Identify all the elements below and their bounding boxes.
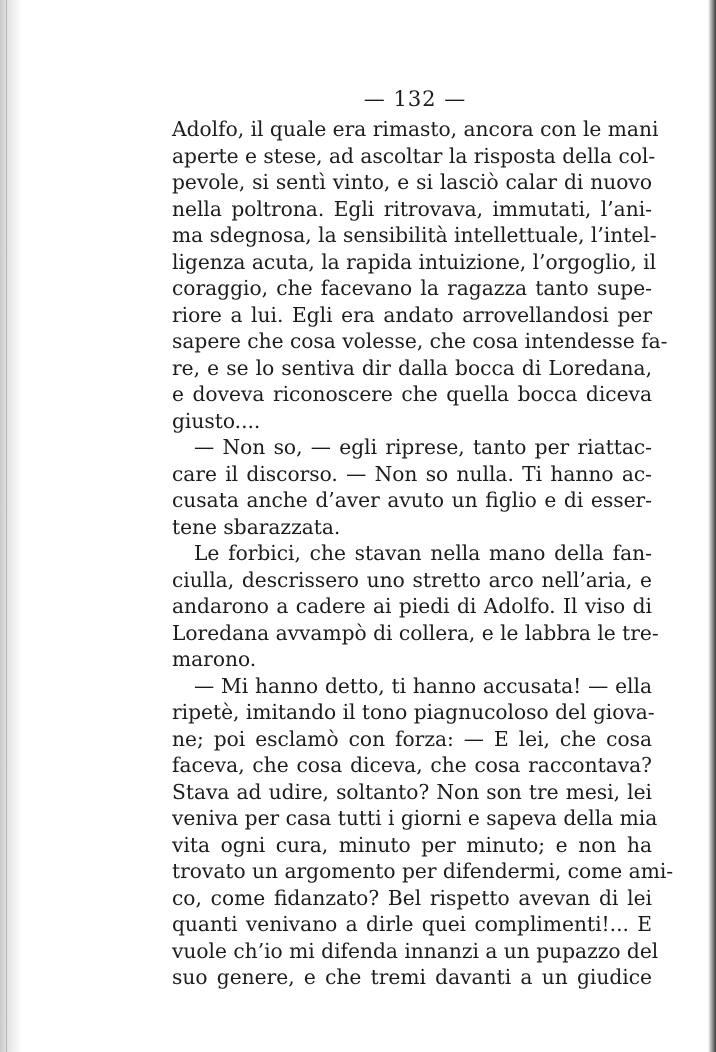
text-line: vita ogni cura, minuto per minuto; e non ha: [172, 832, 652, 857]
scan-left-edge: [0, 0, 22, 1052]
text-line: sapere che cosa volesse, che cosa intendesse fa-: [172, 329, 668, 353]
page-number: — 132 —: [363, 87, 467, 111]
book-page: [172, 84, 674, 1024]
text-line: giusto....: [172, 408, 261, 433]
text-line: marono.: [172, 647, 257, 671]
scan-left-fold-line: [6, 0, 7, 1052]
text-line: veniva per casa tutti i giorni e sapeva della mia: [172, 806, 658, 830]
text-line: ripetè, imitando il tono piagnucoloso del giova-: [172, 700, 655, 724]
text-line: Le forbici, che stavan nella mano della fan-: [194, 541, 652, 565]
text-line: riore a lui. Egli era andato arrovellandosi per: [172, 302, 652, 327]
text-line: re, e se lo sentiva dir dalla bocca di Loredana,: [172, 355, 652, 380]
paragraph-1: [172, 116, 668, 434]
text-line: trovato un argomento per difendermi, come ami-: [172, 859, 674, 883]
text-line: andarono a cadere ai piedi di Adolfo. Il viso di: [172, 594, 652, 618]
text-line: — Non so, — egli riprese, tanto per riattac-: [194, 435, 652, 459]
paragraph-2: [172, 434, 652, 540]
text-line: quanti venivano a dirle quei complimenti!... E: [172, 912, 652, 936]
text-line: aperte e stese, ad ascoltar la risposta della col-: [172, 143, 656, 168]
text-line: cusata anche d’aver avuto un figlio e di esser-: [172, 488, 652, 512]
text-line: Adolfo, il quale era rimasto, ancora con le mani: [172, 117, 659, 141]
text-line: ne; poi esclamò con forza: — E lei, che cosa: [172, 726, 652, 751]
text-line: pevole, si sentì vinto, e si lasciò calar di nuovo: [172, 170, 652, 194]
text-line: ma sdegnosa, la sensibilità intellettuale, l’intel-: [172, 223, 657, 247]
text-line: co, come fidanzato? Bel rispetto avevan di lei: [172, 885, 652, 910]
text-line: — Mi hanno detto, ti hanno accusata! — ella: [194, 673, 652, 698]
text-line: Loredana avvampò di collera, e le labbra le tre-: [172, 620, 659, 645]
text-line: coraggio, che facevano la ragazza tanto supe-: [172, 276, 652, 300]
text-line: care il discorso. — Non so nulla. Ti hanno ac-: [172, 461, 652, 486]
text-line: vuole ch’io mi difenda innanzi a un pupazzo del: [172, 938, 659, 963]
text-line: faceva, che cosa diceva, che cosa raccontava?: [172, 753, 652, 777]
text-line: ligenza acuta, la rapida intuizione, l’orgoglio, il: [172, 249, 657, 274]
text-line: nella poltrona. Egli ritrovava, immutati, l’ani-: [172, 196, 652, 221]
text-line: tene sbarazzata.: [172, 514, 341, 539]
text-line: Stava ad udire, soltanto? Non son tre mesi, lei: [172, 779, 652, 804]
paragraph-4: [172, 673, 674, 991]
text-line: ciulla, descrissero uno stretto arco nell’aria, e: [172, 567, 652, 592]
scan-right-edge: [708, 0, 716, 1052]
text-line: suo genere, e che tremi davanti a un giudice: [172, 965, 652, 989]
paragraph-3: [172, 540, 659, 673]
text-line: e doveva riconoscere che quella bocca diceva: [172, 382, 652, 406]
